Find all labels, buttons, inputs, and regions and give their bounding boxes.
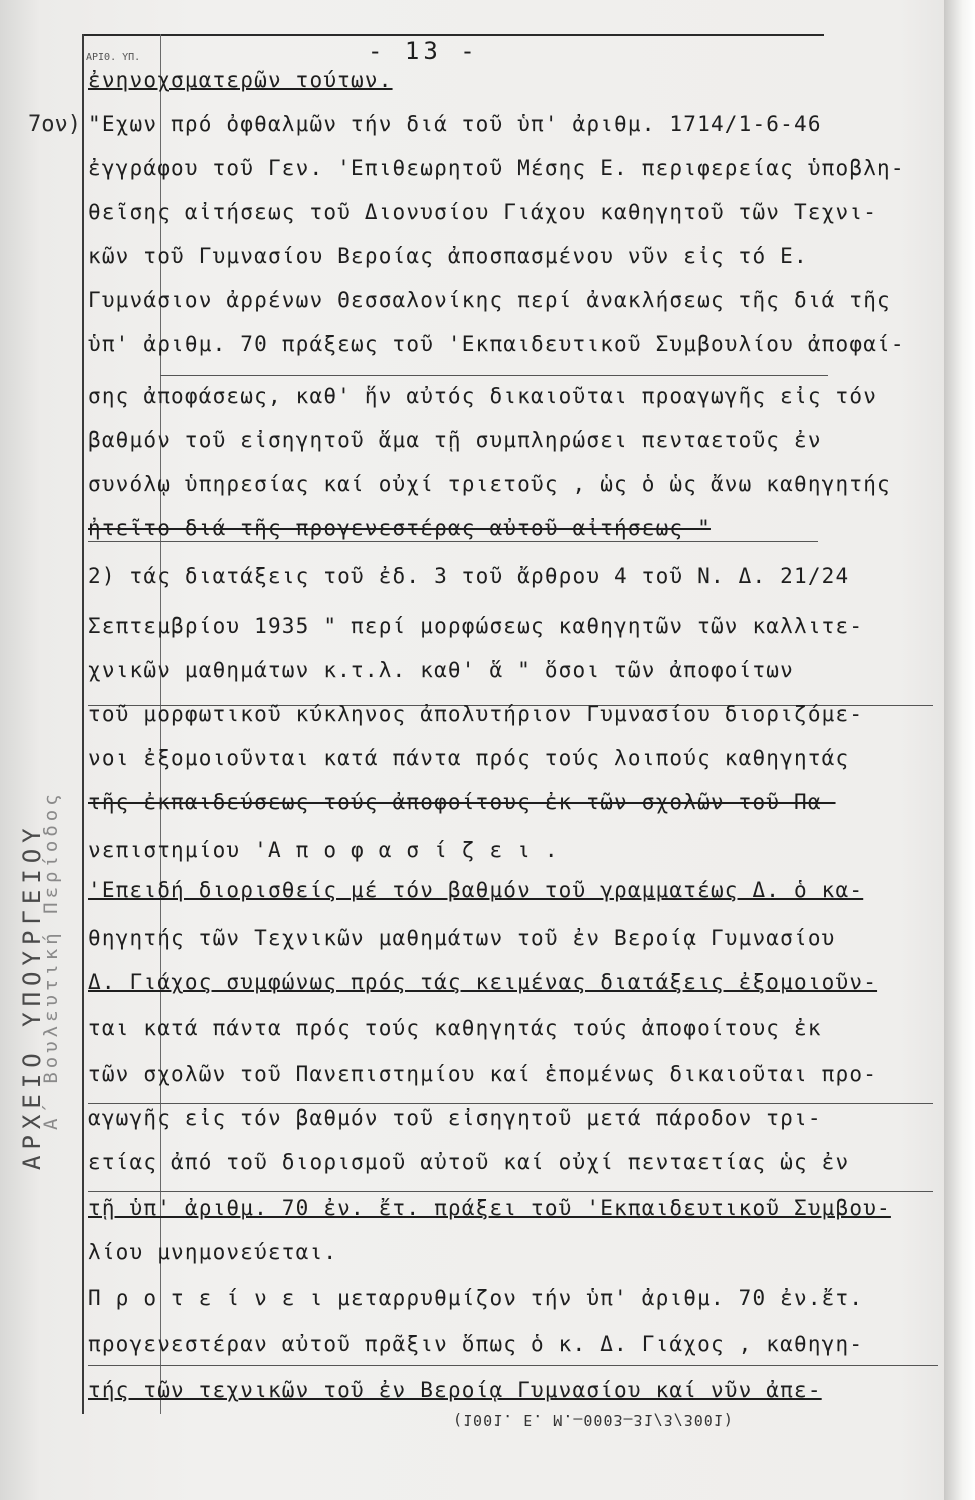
text-line: θεῖσης αἰτήσεως τοῦ Διονυσίου Γιάχου καθηγητοῦ τῶν Τεχνι-	[88, 200, 878, 224]
text-line: τοῦ μορφωτικοῦ κύκληνος ἀπολυτήριον Γυμνασίου διοριζόμε-	[88, 702, 864, 726]
text-line: νεπιστημίου 'Α π ο φ α σ ί ζ ε ι .	[88, 838, 559, 862]
text-line: προγενεστέραν αὐτοῦ πρᾶξιν ὅπως ὁ κ. Δ. Γιάχος , καθηγη-	[88, 1332, 864, 1356]
text-line: χνικῶν μαθημάτων κ.τ.λ. καθ' ἅ " ὅσοι τῶν ἀποφοίτων	[88, 658, 794, 682]
text-line: 'Επειδή διορισθείς μέ τόν βαθμόν τοῦ γραμματέως Δ. ὁ κα-	[88, 878, 864, 902]
left-margin-rule	[82, 34, 84, 1414]
text-line: θηγητής τῶν Τεχνικῶν μαθημάτων τοῦ ἐν Βεροίᾳ Γυμνασίου	[88, 926, 836, 950]
text-line: ται κατά πάντα πρός τούς καθηγητάς τούς ἀποφοίτους ἐκ	[88, 1016, 822, 1040]
text-line: τῇ ὑπ' ἀριθμ. 70 ἐν. ἔτ. πράξει τοῦ 'Εκπαιδευτικοῦ Συμβου-	[88, 1196, 891, 1220]
text-line: τῶν σχολῶν τοῦ Πανεπιστημίου καί ἑπομένως δικαιοῦται προ-	[88, 1062, 878, 1086]
rule	[160, 375, 828, 376]
corner-stamp: ΑΡΙΘ. ΥΠ.	[86, 52, 141, 63]
text-line: 2) τάς διατάξεις τοῦ ἐδ. 3 τοῦ ἄρθρου 4 τοῦ Ν. Δ. 21/24	[88, 564, 850, 588]
rule	[88, 1191, 933, 1192]
printer-stamp: (1001. Ε. Μ.—0003—31/3/3001)	[453, 1411, 734, 1429]
text-line: βαθμόν τοῦ εἰσηγητοῦ ἅμα τῇ συμπληρώσει πενταετοῦς ἐν	[88, 428, 822, 452]
text-line: Σεπτεμβρίου 1935 " περί μορφώσεως καθηγητῶν τῶν καλλιτε-	[88, 614, 864, 638]
page-number: - 13 -	[368, 37, 479, 65]
text-line: αγωγῆς εἰς τόν βαθμόν τοῦ εἰσηγητοῦ μετά πάροδον τρι-	[88, 1106, 822, 1130]
page-edge-shadow	[944, 0, 975, 1500]
text-line: λίου μνημονεύεται.	[88, 1240, 338, 1264]
text-line: ετίας ἀπό τοῦ διορισμοῦ αὐτοῦ καί οὐχί πενταετίας ὡς ἐν	[88, 1150, 850, 1174]
text-line: κῶν τοῦ Γυμνασίου Βεροίας ἀποσπασμένου νῦν εἰς τό Ε.	[88, 244, 808, 268]
vertical-side-text: ΑΡΧΕΙΟ ΥΠΟΥΡΓΕΙΟΥ	[18, 822, 46, 1170]
text-line: τῆς ἐκπαιδεύσεως τούς ἀποφοίτους ἐκ τῶν σχολῶν τοῦ Πα-	[88, 790, 836, 814]
top-rule	[82, 34, 824, 36]
text-line: νοι ἐξομοιοῦνται κατά πάντα πρός τούς λοιπούς καθηγητάς	[88, 746, 850, 770]
margin-item-number: 7ον)	[28, 112, 81, 137]
text-line: ἠτεῖτο διά τῆς προγενεστέρας αὐτοῦ αἰτήσεως "	[88, 516, 711, 540]
text-line: Π ρ ο τ ε ί ν ε ι μεταρρυθμίζον τήν ὑπ' ἀριθμ. 70 ἐν.ἔτ.	[88, 1286, 864, 1310]
text-line: τής τῶν τεχνικῶν τοῦ ἐν Βεροίᾳ Γυμνασίου καί νῦν ἀπε-	[88, 1378, 822, 1402]
text-line: "Εχων πρό ὀφθαλμῶν τήν διά τοῦ ὑπ' ἀριθμ. 1714/1-6-46	[88, 112, 822, 136]
text-line: Δ. Γιάχος συμφώνως πρός τάς κειμένας διατάξεις ἐξομοιοῦν-	[88, 970, 878, 994]
text-line: σης ἀποφάσεως, καθ' ἥν αὐτός δικαιοῦται προαγωγῆς εἰς τόν	[88, 384, 878, 408]
text-line: ἐνηνοχσματερῶν τούτων.	[88, 68, 393, 92]
vertical-side-text-faint: Α΄ Βουλευτική Περίοδος	[40, 790, 62, 1130]
text-line: συνόλῳ ὑπηρεσίας καί οὐχί τριετοῦς , ὡς ὁ ὡς ἄνω καθηγητής	[88, 472, 891, 496]
text-line: ὑπ' ἀριθμ. 70 πράξεως τοῦ 'Εκπαιδευτικοῦ Συμβουλίου ἀποφαί-	[88, 332, 905, 356]
rule	[88, 1365, 938, 1366]
text-line: Γυμνάσιον ἀρρένων Θεσσαλονίκης περί ἀνακλήσεως τῆς διά τῆς	[88, 288, 891, 312]
text-line: ἐγγράφου τοῦ Γεν. 'Επιθεωρητοῦ Μέσης Ε. περιφερείας ὑποβλη-	[88, 156, 905, 180]
